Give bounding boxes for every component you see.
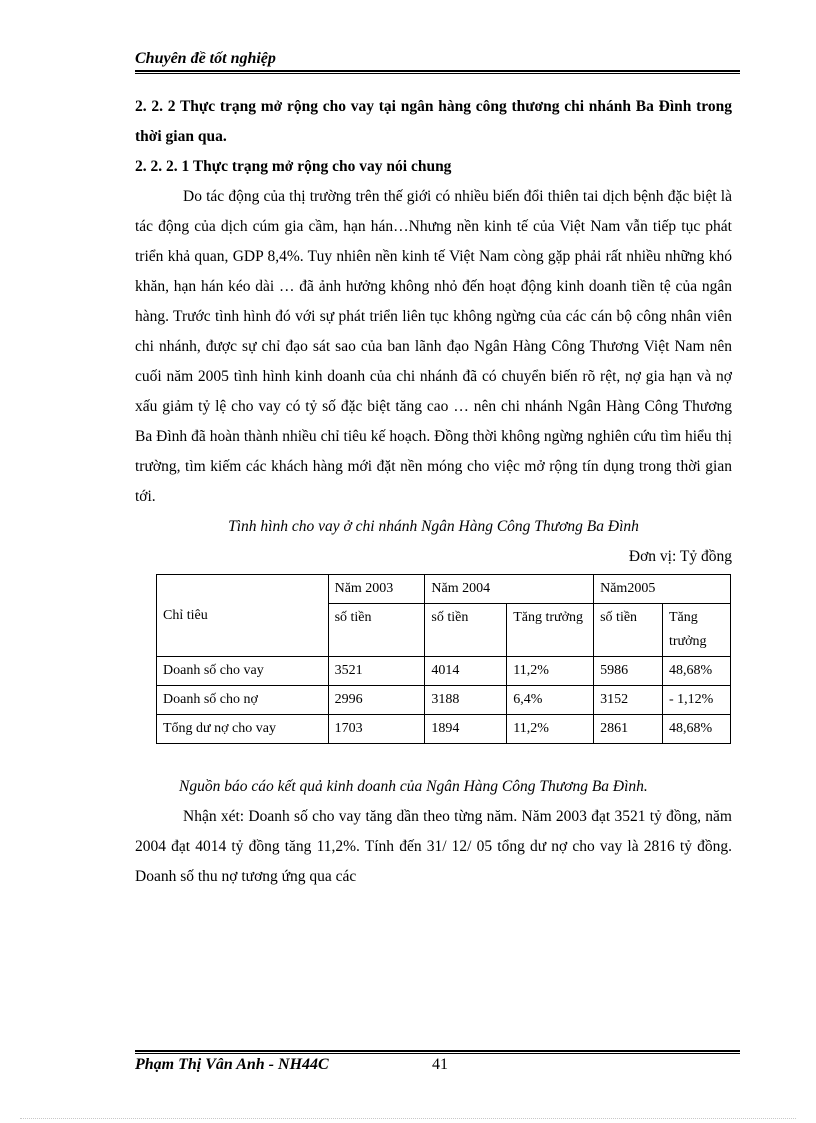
header-amount-2004: số tiền [425,604,507,657]
cell-2003: 1703 [328,715,425,744]
table-unit: Đơn vị: Tỷ đồng [628,548,732,565]
remark-paragraph: Nhận xét: Doanh số cho vay tăng dần theo từng năm. Năm 2003 đạt 3521 tỷ đồng, năm 2004 đạt 4014 tỷ đồng tăng 11,2%. Tính đến 31/ 12/ 05 tổng dư nợ cho vay là 2816 tỷ đồng. Doanh số thu nợ tương ứng qua các [135,808,732,885]
loan-table [156,574,731,744]
cell-growth-2004: 11,2% [507,657,594,686]
page-content [135,92,732,892]
table-caption: Tình hình cho vay ở chi nhánh Ngân Hàng Công Thương Ba Đình [228,518,639,535]
cell-growth-2004: 6,4% [507,686,594,715]
table-header-row [157,575,731,604]
cell-2005: 2861 [594,715,663,744]
cell-2005: 5986 [594,657,663,686]
header-rule-thick [135,70,740,72]
header-amount-2003: số tiền [328,604,425,657]
section-heading: 2. 2. 2 Thực trạng mở rộng cho vay tại ngân hàng công thương chi nhánh Ba Đình trong thời gian qua. [135,98,732,145]
header-year-2004: Năm 2004 [425,575,594,604]
cell-growth-2005: 48,68% [663,657,731,686]
footer-rule-thin [135,1053,740,1054]
cell-2004: 3188 [425,686,507,715]
cell-2004: 1894 [425,715,507,744]
header-growth-2005: Tăng trưởng [663,604,731,657]
header-rule-thin [135,73,740,74]
cell-2003: 3521 [328,657,425,686]
page-number: 41 [432,1056,448,1073]
row-label: Doanh số cho vay [157,657,329,686]
cell-2005: 3152 [594,686,663,715]
cell-growth-2005: - 1,12% [663,686,731,715]
table-row [157,715,731,744]
footer-rule-thick [135,1050,740,1052]
cell-2004: 4014 [425,657,507,686]
row-label: Doanh số cho nợ [157,686,329,715]
header-indicator: Chỉ tiêu [157,575,329,657]
table-source: Nguồn báo cáo kết quả kinh doanh của Ngân Hàng Công Thương Ba Đình. [179,778,648,795]
cell-growth-2005: 48,68% [663,715,731,744]
header-year-2003: Năm 2003 [328,575,425,604]
row-label: Tổng dư nợ cho vay [157,715,329,744]
cell-growth-2004: 11,2% [507,715,594,744]
header-amount-2005: số tiền [594,604,663,657]
table-row [157,657,731,686]
header-growth-2004: Tăng trưởng [507,604,594,657]
body-paragraph: Do tác động của thị trường trên thế giới có nhiều biến đổi thiên tai dịch bệnh đặc biệt là tác động của dịch cúm gia cầm, hạn hán…Nhưng nền kinh tế của Việt Nam vẫn tiếp tục phát triển khả quan, GDP 8,4%. Tuy nhiên nền kinh tế Việt Nam còng gặp phải rất nhiều những khó khăn, hạn hán kéo dài … đã ảnh hưởng không nhỏ đến hoạt động kinh doanh tiền tệ của ngân hàng. Trước tình hình đó với sự phát triển liên tục không ngừng của các cán bộ công nhân viên chi nhánh, được sự chỉ đạo sát sao của ban lãnh đạo Ngân Hàng Công Thương Việt Nam nên cuối năm 2005 tình hình kinh doanh của chi nhánh đã có chuyển biến rõ rệt, nợ gia hạn và nợ xấu giảm tỷ lệ cho vay có tỷ số đặc biệt tăng cao … nên chi nhánh Ngân Hàng Công Thương Ba Đình đã hoàn thành nhiều chỉ tiêu kế hoạch. Đồng thời không ngừng nghiên cứu tìm hiểu thị trường, tìm kiếm các khách hàng mới đặt nền móng cho việc mở rộng tín dụng trong thời gian tới. [135,188,732,505]
header-year-2005: Năm2005 [594,575,731,604]
page-edge-divider [20,1118,796,1119]
table-row [157,686,731,715]
subsection-heading: 2. 2. 2. 1 Thực trạng mở rộng cho vay nói chung [135,158,452,175]
cell-2003: 2996 [328,686,425,715]
footer-author: Phạm Thị Vân Anh - NH44C [135,1056,329,1073]
running-header-title: Chuyên đề tốt nghiệp [135,50,276,67]
